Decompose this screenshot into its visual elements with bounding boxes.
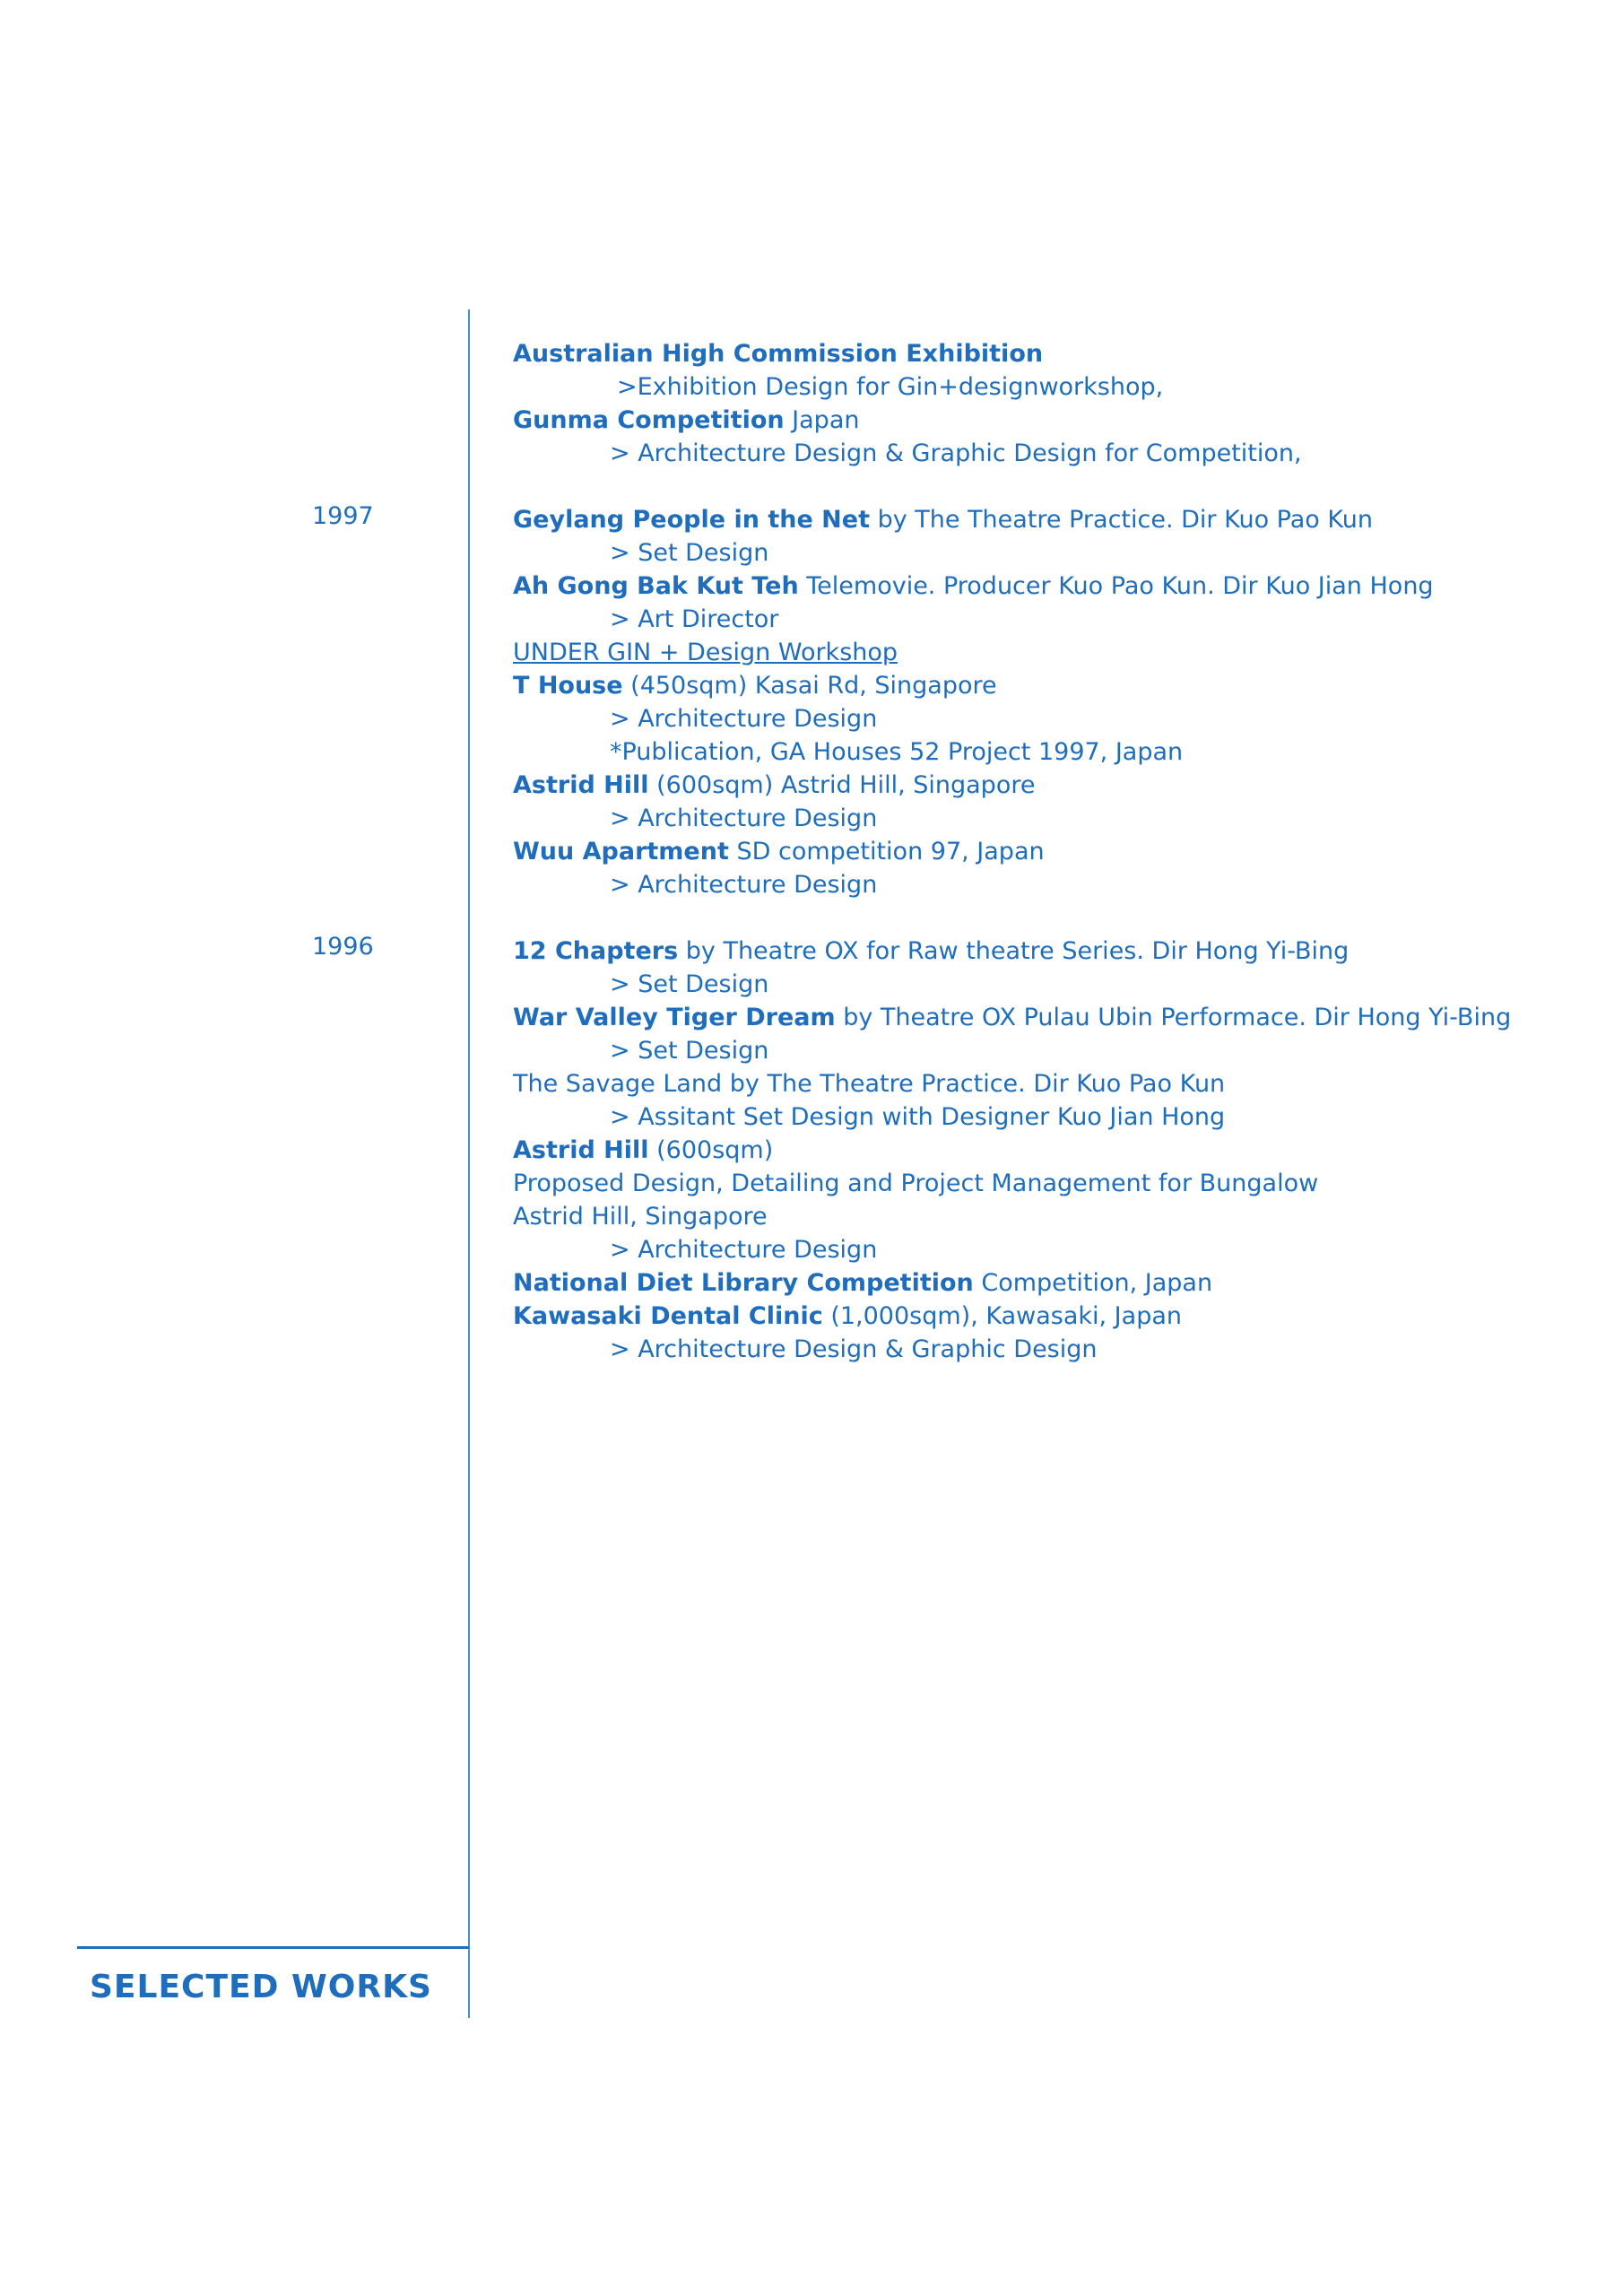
- work-detail: Telemovie. Producer Kuo Pao Kun. Dir Kuo Jian Hong: [798, 572, 1434, 600]
- work-entry: [513, 570, 1589, 603]
- spacer: [513, 470, 1589, 503]
- work-title: Wuu Apartment: [513, 838, 729, 865]
- work-title: Ah Gong Bak Kut Teh: [513, 572, 799, 600]
- section-rule: [77, 1946, 469, 1949]
- work-note: > Set Design: [610, 539, 769, 567]
- work-entry: [513, 1001, 1589, 1034]
- work-title: Kawasaki Dental Clinic: [513, 1302, 823, 1330]
- work-detail: Japan: [784, 406, 860, 434]
- work-title: Gunma Competition: [513, 406, 785, 434]
- work-detail: (1,000sqm), Kawasaki, Japan: [822, 1302, 1182, 1330]
- work-detail: SD competition 97, Japan: [728, 838, 1045, 865]
- work-entry: [513, 337, 1589, 370]
- work-title: Australian High Commission Exhibition: [513, 340, 1044, 368]
- work-detail: (600sqm): [648, 1136, 774, 1164]
- work-note: > Architecture Design & Graphic Design for Competition,: [610, 439, 1302, 467]
- work-entry: The Savage Land by The Theatre Practice. Dir Kuo Pao Kun: [513, 1070, 1226, 1098]
- section-title: SELECTED WORKS: [90, 1969, 432, 2005]
- work-detail: (450sqm) Kasai Rd, Singapore: [622, 672, 997, 700]
- work-entry: [513, 1266, 1589, 1300]
- spacer: [513, 901, 1589, 935]
- work-entry: [513, 636, 1589, 669]
- work-location: Astrid Hill, Singapore: [513, 1203, 768, 1231]
- work-entry: [513, 404, 1589, 437]
- work-entry: [513, 1300, 1589, 1333]
- work-note: > Architecture Design & Graphic Design: [610, 1335, 1098, 1363]
- work-detail: by The Theatre Practice. Dir Kuo Pao Kun: [869, 506, 1373, 534]
- work-detail: (600sqm) Astrid Hill, Singapore: [648, 771, 1036, 799]
- work-note: *Publication, GA Houses 52 Project 1997, Japan: [610, 738, 1184, 766]
- work-entry: [513, 1134, 1589, 1167]
- work-note: > Assitant Set Design with Designer Kuo Jian Hong: [610, 1103, 1226, 1131]
- work-detail: by Theatre OX Pulau Ubin Performace. Dir Hong Yi-Bing: [835, 1004, 1512, 1031]
- work-detail: Competition, Japan: [973, 1269, 1213, 1297]
- work-title: Geylang People in the Net: [513, 506, 870, 534]
- work-note: > Architecture Design: [610, 871, 878, 899]
- work-note: > Architecture Design: [610, 705, 878, 733]
- work-entry: [513, 835, 1589, 868]
- work-title: Astrid Hill: [513, 771, 649, 799]
- vertical-divider: [468, 309, 470, 2018]
- work-note: >Exhibition Design for Gin+designworkshop,: [617, 373, 1164, 401]
- work-description: Proposed Design, Detailing and Project Management for Bungalow: [513, 1170, 1319, 1197]
- work-title: War Valley Tiger Dream: [513, 1004, 836, 1031]
- work-note: > Architecture Design: [610, 1236, 878, 1264]
- work-title: Astrid Hill: [513, 1136, 649, 1164]
- work-entry: [513, 669, 1589, 702]
- year-label-1997: 1997: [312, 502, 374, 530]
- work-entry: [513, 935, 1589, 968]
- work-note: > Art Director: [610, 605, 779, 633]
- work-entry: [513, 769, 1589, 802]
- work-title: National Diet Library Competition: [513, 1269, 974, 1297]
- work-title: 12 Chapters: [513, 937, 679, 965]
- work-detail: by Theatre OX for Raw theatre Series. Dir Hong Yi-Bing: [678, 937, 1350, 965]
- works-list: [513, 337, 1589, 1366]
- work-note: > Set Design: [610, 1037, 769, 1065]
- work-note: > Architecture Design: [610, 804, 878, 832]
- work-title: T House: [513, 672, 623, 700]
- year-label-1996: 1996: [312, 933, 374, 961]
- work-entry: [513, 503, 1589, 536]
- workshop-link[interactable]: UNDER GIN + Design Workshop: [513, 639, 898, 666]
- work-note: > Set Design: [610, 970, 769, 998]
